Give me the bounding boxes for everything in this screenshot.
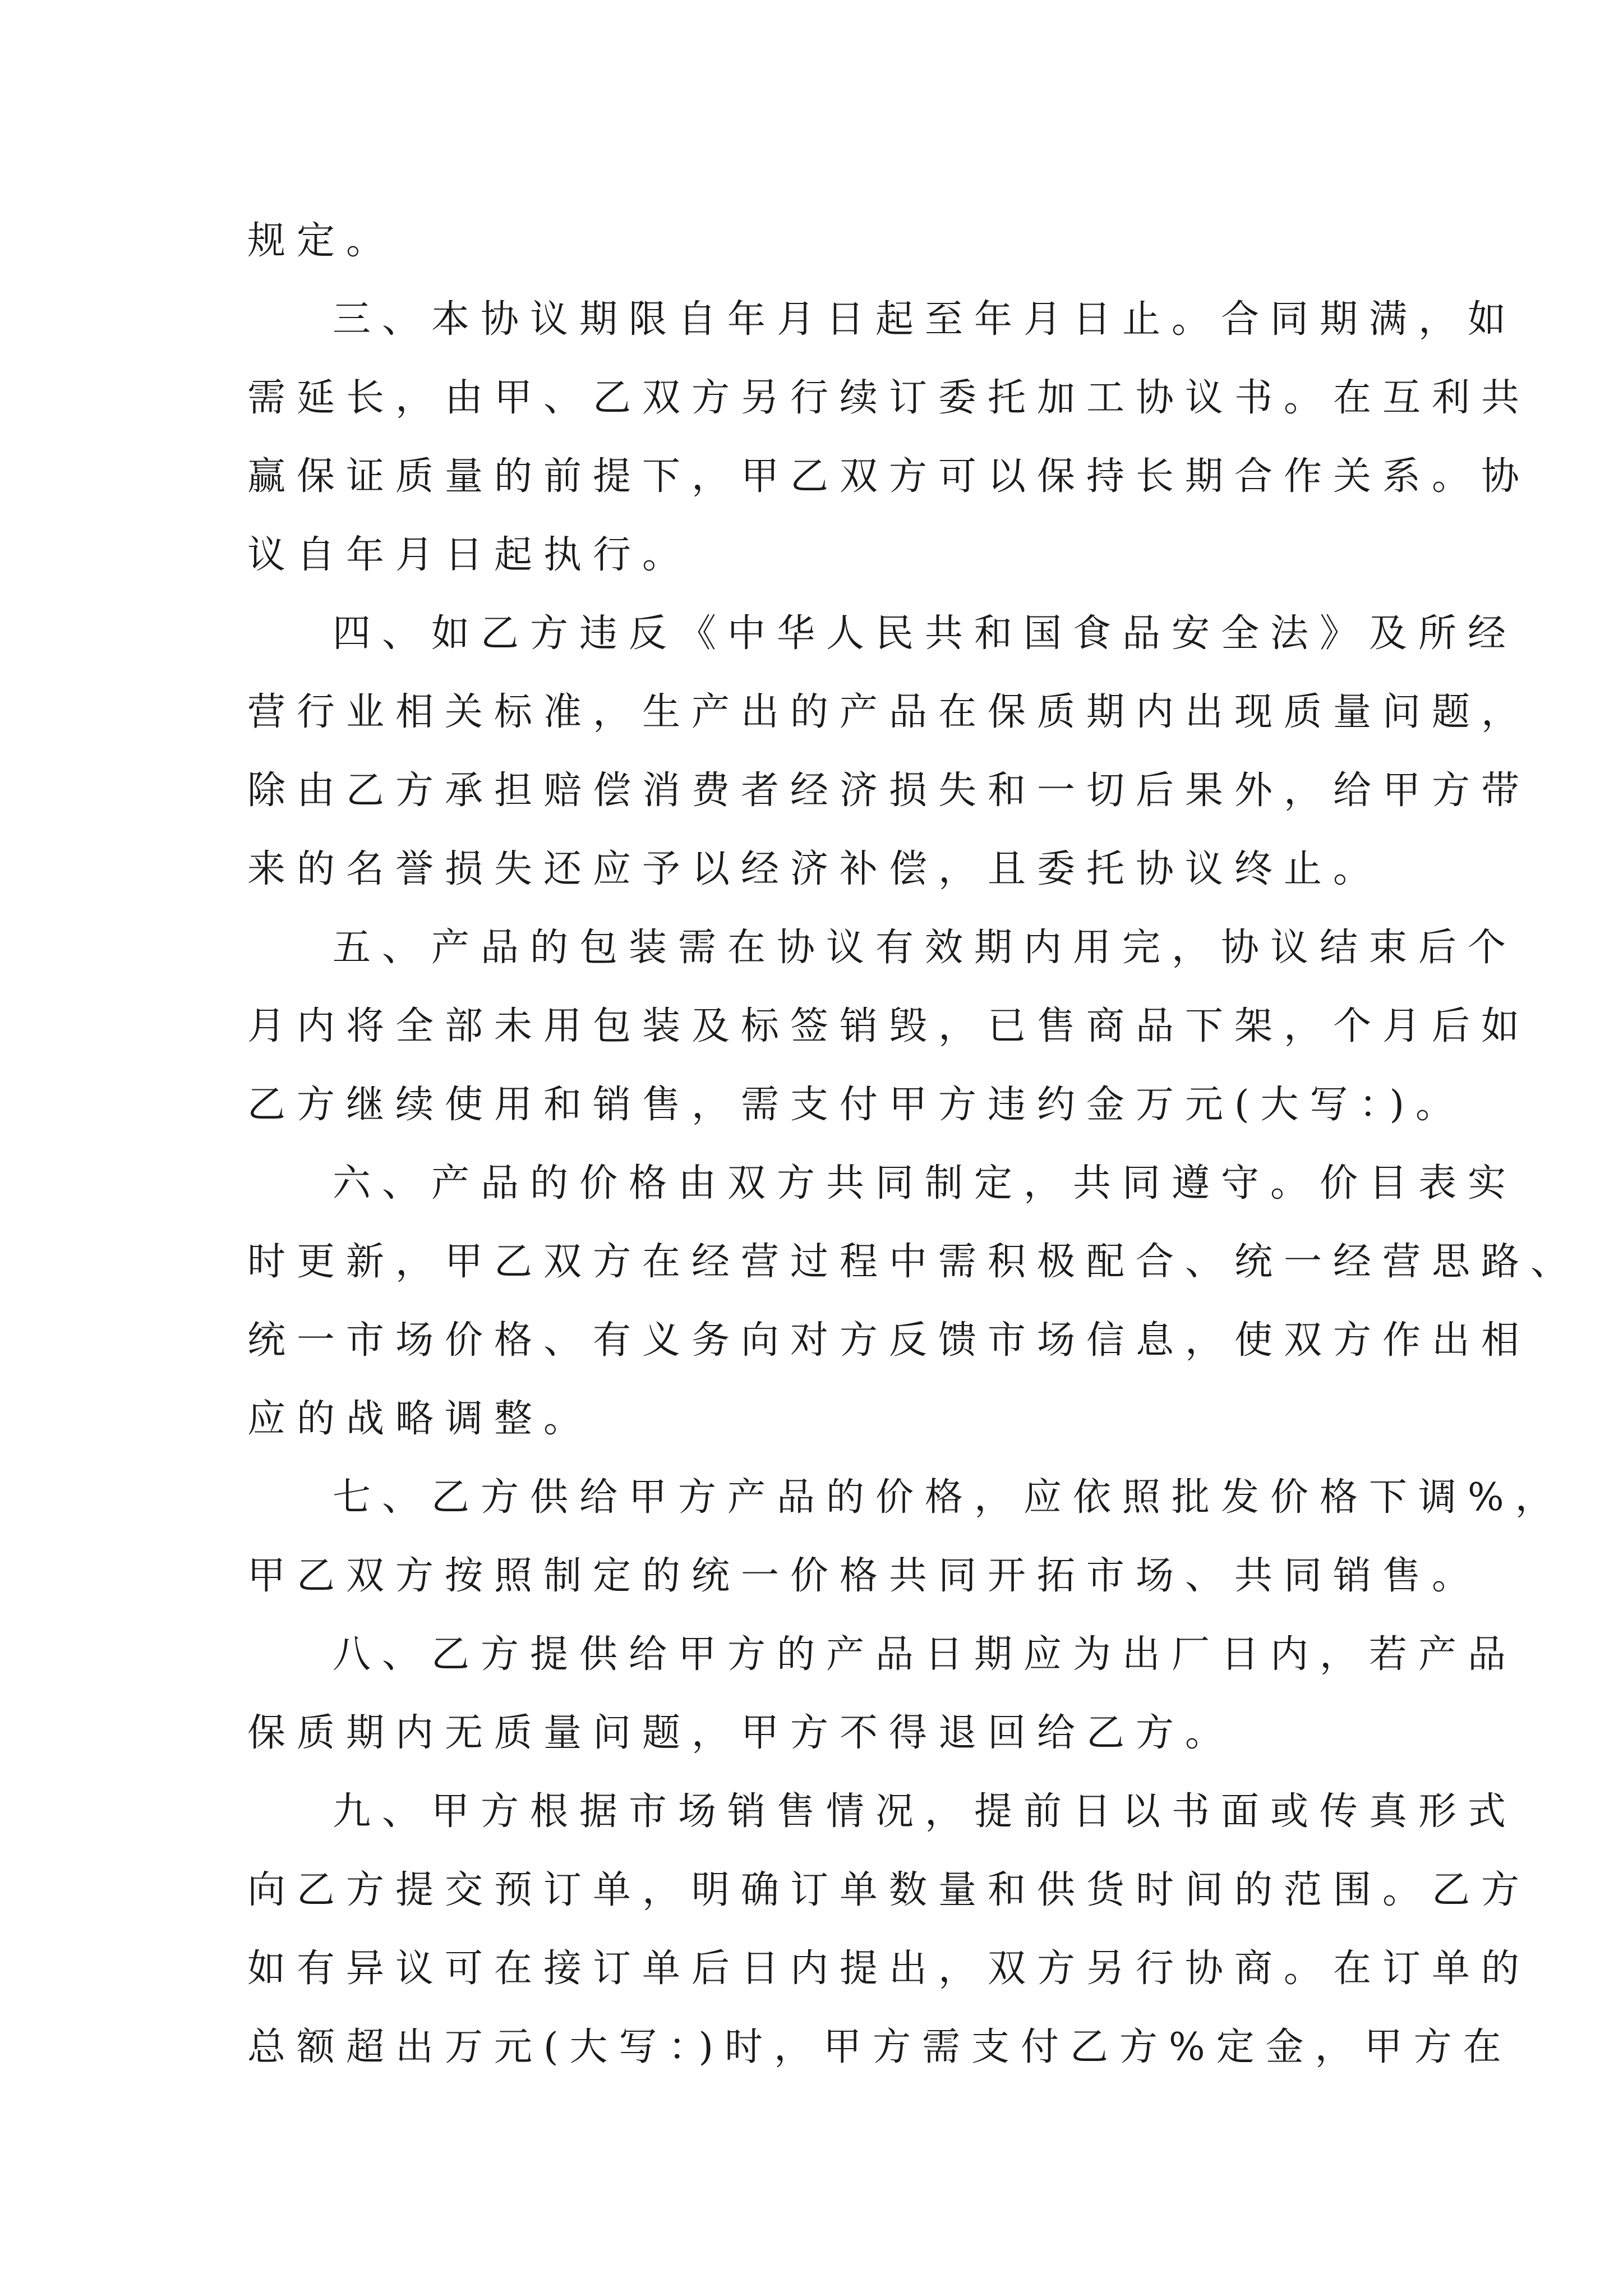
text-line: 时更新，甲乙双方在经营过程中需积极配合、统一经营思路、 xyxy=(247,1240,1580,1284)
text-line: 四、如乙方违反《中华人民共和国食品安全法》及所经 xyxy=(333,611,1518,656)
text-line: 统一市场价格、有义务向对方反馈市场信息，使双方作出相 xyxy=(247,1318,1531,1363)
text-line: 九、甲方根据市场销售情况，提前日以书面或传真形式 xyxy=(333,1789,1518,1834)
text-line: 三、本协议期限自年月日起至年月日止。合同期满，如 xyxy=(333,297,1518,342)
text-line: 来的名誉损失还应予以经济补偿，且委托协议终止。 xyxy=(247,847,1383,891)
text-line: 应的战略调整。 xyxy=(247,1397,593,1441)
text-line: 保质期内无质量问题，甲方不得退回给乙方。 xyxy=(247,1711,1235,1755)
text-line: 六、产品的价格由双方共同制定，共同遵守。价目表实 xyxy=(333,1161,1518,1205)
text-line: 议自年月日起执行。 xyxy=(247,533,692,577)
text-line: 七、乙方供给甲方产品的价格，应依照批发价格下调%， xyxy=(333,1475,1565,1520)
text-line: 月内将全部未用包装及标签销毁，已售商品下架，个月后如 xyxy=(247,1004,1531,1048)
text-line: 总额超出万元(大写：)时，甲方需支付乙方%定金，甲方在 xyxy=(247,2025,1513,2069)
text-line: 除由乙方承担赔偿消费者经济损失和一切后果外，给甲方带 xyxy=(247,769,1531,813)
text-line: 乙方继续使用和销售，需支付甲方违约金万元(大写：)。 xyxy=(247,1083,1465,1127)
text-line: 向乙方提交预订单，明确订单数量和供货时间的范围。乙方 xyxy=(247,1868,1531,1912)
text-line: 甲乙双方按照制定的统一价格共同开拓市场、共同销售。 xyxy=(247,1554,1482,1598)
text-line: 五、产品的包装需在协议有效期内用完，协议结束后个 xyxy=(333,926,1518,970)
text-line: 需延长，由甲、乙双方另行续订委托加工协议书。在互利共 xyxy=(247,376,1531,420)
text-line: 规定。 xyxy=(247,219,396,263)
text-line: 营行业相关标准，生产出的产品在保质期内出现质量问题， xyxy=(247,690,1531,734)
text-line: 赢保证质量的前提下，甲乙双方可以保持长期合作关系。协 xyxy=(247,454,1531,499)
text-line: 八、乙方提供给甲方的产品日期应为出厂日内，若产品 xyxy=(333,1632,1518,1677)
document-body xyxy=(247,202,1580,2087)
text-line: 如有异议可在接订单后日内提出，双方另行协商。在订单的 xyxy=(247,1947,1531,1991)
